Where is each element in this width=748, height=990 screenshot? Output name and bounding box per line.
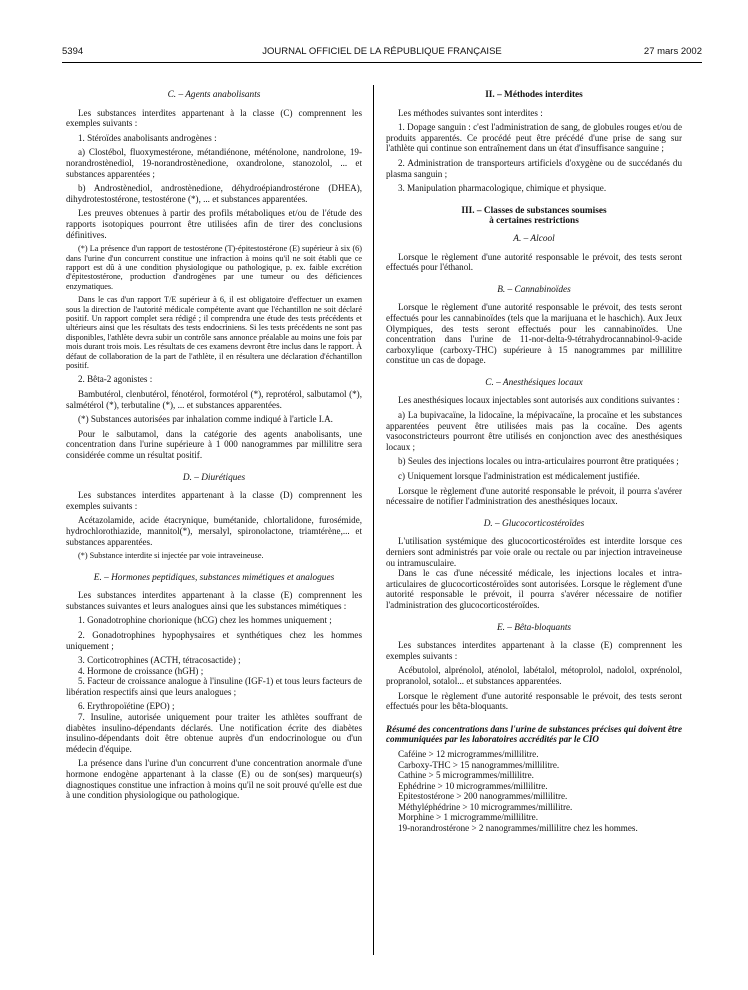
paragraph: Dans le cas d'une nécessité médicale, les injections locales et intra-articulaires de glucocorticostéroïdes sont autorisées. Lorsque le règlement d'une autorité responsable le prévoit, il pourra s'avérer nécessaire de notifier l'administration des glucocorticostéroïdes. — [386, 568, 682, 610]
list-item: 5. Facteur de croissance analogue à l'insuline (IGF-1) et tous leurs facteurs de libération respectifs ainsi que leurs analogues ; — [66, 676, 362, 697]
left-column — [66, 90, 362, 813]
paragraph: Les substances interdites appartenant à la classe (E) comprennent les exemples suivants : — [386, 640, 682, 661]
section-d-diuretiques — [66, 473, 362, 561]
section-c-anabolisants — [66, 90, 362, 461]
list-item: 1. Dopage sanguin : c'est l'administration de sang, de globules rouges et/ou de produits apparentés. Ce procédé peut être précédé d'une prise de sang sur l'athlète qui continue son entraînement dans un état d'insuffisance sanguine ; — [386, 122, 682, 154]
summary-item: Carboxy-THC > 15 nanogrammes/millilitre. — [398, 759, 560, 770]
list-item: a) La bupivacaïne, la lidocaïne, la mépivacaïne, la procaïne et les substances apparentées peuvent être utilisées mais pas la cocaïne. Des agents vasoconstricteurs pourront être utilisés en conjonction avec des anesthésiques locaux ; — [386, 410, 682, 452]
paragraph: Bambutérol, clenbutérol, fénotérol, formotérol (*), reprotérol, salbutamol (*), salmétérol (*), terbutaline (*), ... et substances apparentées. — [66, 389, 362, 410]
header-rule — [62, 62, 702, 63]
right-column — [386, 90, 682, 834]
footnote: Dans le cas d'un rapport T/E supérieur à 6, il est obligatoire d'effectuer un examen sous la direction de l'autorité médicale compétente avant que l'échantillon ne soit déclaré positif. Un rapport complet sera rédigé ; il comprendra une étude des tests précédents et ultérieurs ainsi que les résultats des tests endocriniens. Si les tests précédents ne sont pas disponibles, l'athlète devra subir un contrôle sans annonce préalable au moins une fois par mois durant trois mois. Les résultats de ces examens devront être inclus dans le rapport. À défaut de collaboration de la part de l'athlète, il en résultera une déclaration d'échantillon positif. — [66, 295, 362, 370]
list-item: c) Uniquement lorsque l'administration est médicalement justifiée. — [398, 471, 640, 482]
section-c-anesthesiques — [386, 378, 682, 507]
paragraph: Acétazolamide, acide étacrynique, bumétanide, chlortalidone, furosémide, hydrochlorothiazide, mannitol(*), mersalyl, spironolactone, triamtérène,... et substances apparentées. — [66, 515, 362, 547]
section-heading: C. – Agents anabolisants — [167, 90, 261, 100]
section-heading-iii: III. – Classes de substances soumises — [461, 205, 607, 216]
summary-item: Cathine > 5 microgrammes/millilitre. — [398, 770, 534, 781]
paragraph: b) Androstènediol, androstènedione, déhydroépiandrostérone (DHEA), dihydrotestostérone, testostérone (*), ... et substances apparentées. — [66, 183, 362, 204]
paragraph: Acébutolol, alprénolol, aténolol, labétalol, métoprolol, nadolol, oxprénolol, propranolol, sotalol... et substances apparentées. — [386, 665, 682, 686]
section-heading: E. – Bêta-bloquants — [496, 622, 572, 633]
summary-heading: Résumé des concentrations dans l'urine de substances précises qui doivent être communiquées par les laboratoires accrédités par le CIO — [386, 723, 682, 745]
issue-date: 27 mars 2002 — [643, 46, 702, 57]
paragraph: L'utilisation systémique des glucocorticostéroïdes est interdite lorsque ces derniers sont administrés par voie orale ou rectale ou par injection intraveineuse ou intramusculaire. — [386, 536, 682, 568]
paragraph: La présence dans l'urine d'un concurrent d'une concentration anormale d'une hormone endogène appartenant à la classe (E) ou de son(ses) marqueur(s) diagnostiques constitue une infraction à moins qu'il ne soit prouvé qu'elle est due à une condition physiologique ou pathologique. — [66, 758, 362, 801]
list-item: 2. Gonadotrophines hypophysaires et synthétiques chez les hommes uniquement ; — [66, 629, 362, 651]
section-heading: B. – Cannabinoïdes — [497, 284, 571, 295]
section-e-hormones — [66, 573, 362, 801]
list-item: 3. Manipulation pharmacologique, chimique et physique. — [398, 183, 607, 194]
paragraph: 2. Bêta-2 agonistes : — [78, 374, 153, 385]
paragraph: a) Clostébol, fluoxymestérone, métandiénone, méténolone, nandrolone, 19-norandrostènediol, 19-norandrostènedione, oxandrolone, stanozolol, ... et substances apparentées ; — [66, 147, 362, 179]
list-item: 2. Administration de transporteurs artificiels d'oxygène ou de succédanés du plasma sanguin ; — [386, 157, 682, 179]
section-heading: II. – Méthodes interdites — [485, 90, 583, 100]
section-methodes — [386, 90, 682, 194]
paragraph: Les preuves obtenues à partir des profils métaboliques et/ou de l'étude des rapports isotopiques pourront être utilisées afin de tirer des conclusions définitives. — [66, 208, 362, 240]
paragraph: Pour le salbutamol, dans la catégorie des agents anabolisants, une concentration dans l'urine supérieure à 1 000 nanogrammes par millilitre sera considérée comme un résultat positif. — [66, 428, 362, 460]
summary-item: Méthyléphédrine > 10 microgrammes/millilitre. — [398, 801, 573, 812]
paragraph: Les substances interdites appartenant à la classe (E) comprennent les substances suivantes et leurs analogues ainsi que les substances mimétiques : — [66, 590, 362, 611]
section-e-beta-bloquants — [386, 623, 682, 712]
paragraph: Les substances interdites appartenant à la classe (C) comprennent les exemples suivants : — [66, 107, 362, 129]
section-b-cannabinoides — [386, 285, 682, 366]
paragraph: Lorsque le règlement d'une autorité responsable le prévoit, il pourra s'avérer nécessaire de notifier l'administration des anesthésiques locaux. — [386, 485, 682, 507]
section-a-alcool — [386, 234, 682, 273]
section-heading: A. – Alcool — [513, 233, 555, 244]
list-item: 7. Insuline, autorisée uniquement pour traiter les athlètes souffrant de diabètes insulino-dépendants déclarés. Une notification écrite des diabètes insulino-dépendants doit être obtenue auprès d'un endocrinologue ou d'un médecin d'équipe. — [66, 712, 362, 754]
list-item: b) Seules des injections locales ou intra-articulaires pourront être pratiquées ; — [398, 456, 679, 467]
paragraph: Les substances interdites appartenant à la classe (D) comprennent les exemples suivants : — [66, 490, 362, 511]
section-summary — [386, 724, 682, 834]
section-heading-iii-sub: à certaines restrictions — [489, 216, 579, 227]
summary-item: 19-norandrostérone > 2 nanogrammes/millilitre chez les hommes. — [398, 823, 638, 834]
list-item: 6. Erythropoïétine (EPO) ; — [78, 701, 175, 712]
section-d-glucocorticosteroides — [386, 519, 682, 611]
summary-item: Caféine > 12 microgrammes/millilitre. — [398, 748, 539, 759]
section-heading: D. – Glucocorticostéroïdes — [483, 518, 585, 529]
page-number: 5394 — [62, 46, 84, 57]
footnote: (*) Substances autorisées par inhalation comme indiqué à l'article I.A. — [78, 414, 333, 425]
journal-title: JOURNAL OFFICIEL DE LA RÉPUBLIQUE FRANÇAISE — [262, 46, 502, 57]
paragraph: Lorsque le règlement d'une autorité responsable le prévoit, des tests seront effectués pour l'éthanol. — [386, 251, 682, 273]
summary-item: Epitestostérone > 200 nanogrammes/millilitre. — [398, 791, 568, 802]
paragraph: 1. Stéroïdes anabolisants androgènes : — [78, 132, 217, 143]
list-item: 1. Gonadotrophine chorionique (hCG) chez les hommes uniquement ; — [78, 615, 332, 626]
column-divider — [373, 85, 374, 955]
footnote: (*) Substance interdite si injectée par voie intraveineuse. — [78, 551, 264, 561]
section-heading: E. – Hormones peptidiques, substances mimétiques et analogues — [93, 572, 335, 583]
list-item: 3. Corticotrophines (ACTH, tétracosactide) ; — [78, 655, 241, 666]
paragraph: Les méthodes suivantes sont interdites : — [398, 107, 543, 118]
paragraph: Les anesthésiques locaux injectables sont autorisés aux conditions suivantes : — [398, 395, 680, 406]
section-heading: D. – Diurétiques — [182, 472, 246, 483]
section-heading: C. – Anesthésiques locaux — [485, 377, 583, 388]
summary-item: Morphine > 1 microgramme/millilitre. — [398, 812, 538, 823]
footnote: (*) La présence d'un rapport de testostérone (T)-épitestostérone (E) supérieur à six (6) dans l'urine d'un concurrent constitue une infraction à moins qu'il ne soit établi que ce rapport est dû à une condition physiologique ou pathologique, p. ex. faible excrétion d'épitestostérone, production d'androgènes par une tumeur ou des déficiences enzymatiques. — [66, 244, 362, 291]
list-item: 4. Hormone de croissance (hGH) ; — [78, 665, 204, 676]
summary-item: Ephédrine > 10 microgrammes/millilitre. — [398, 780, 548, 791]
paragraph: Lorsque le règlement d'une autorité responsable le prévoit, des tests seront effectués pour les cannabinoïdes (tels que la marijuana et le haschich). Aux Jeux Olympiques, des tests seront effectués pour les cannabinoïdes. Une concentration dans l'urine de 11-nor-delta-9-tétrahydrocannabinol-9-acide carboxylique (carboxy-THC) supérieure à 15 nanogrammes par millilitre constitue un cas de dopage. — [386, 302, 682, 366]
running-header — [62, 46, 702, 62]
paragraph: Lorsque le règlement d'une autorité responsable le prévoit, des tests seront effectués pour les bêta-bloquants. — [386, 690, 682, 712]
